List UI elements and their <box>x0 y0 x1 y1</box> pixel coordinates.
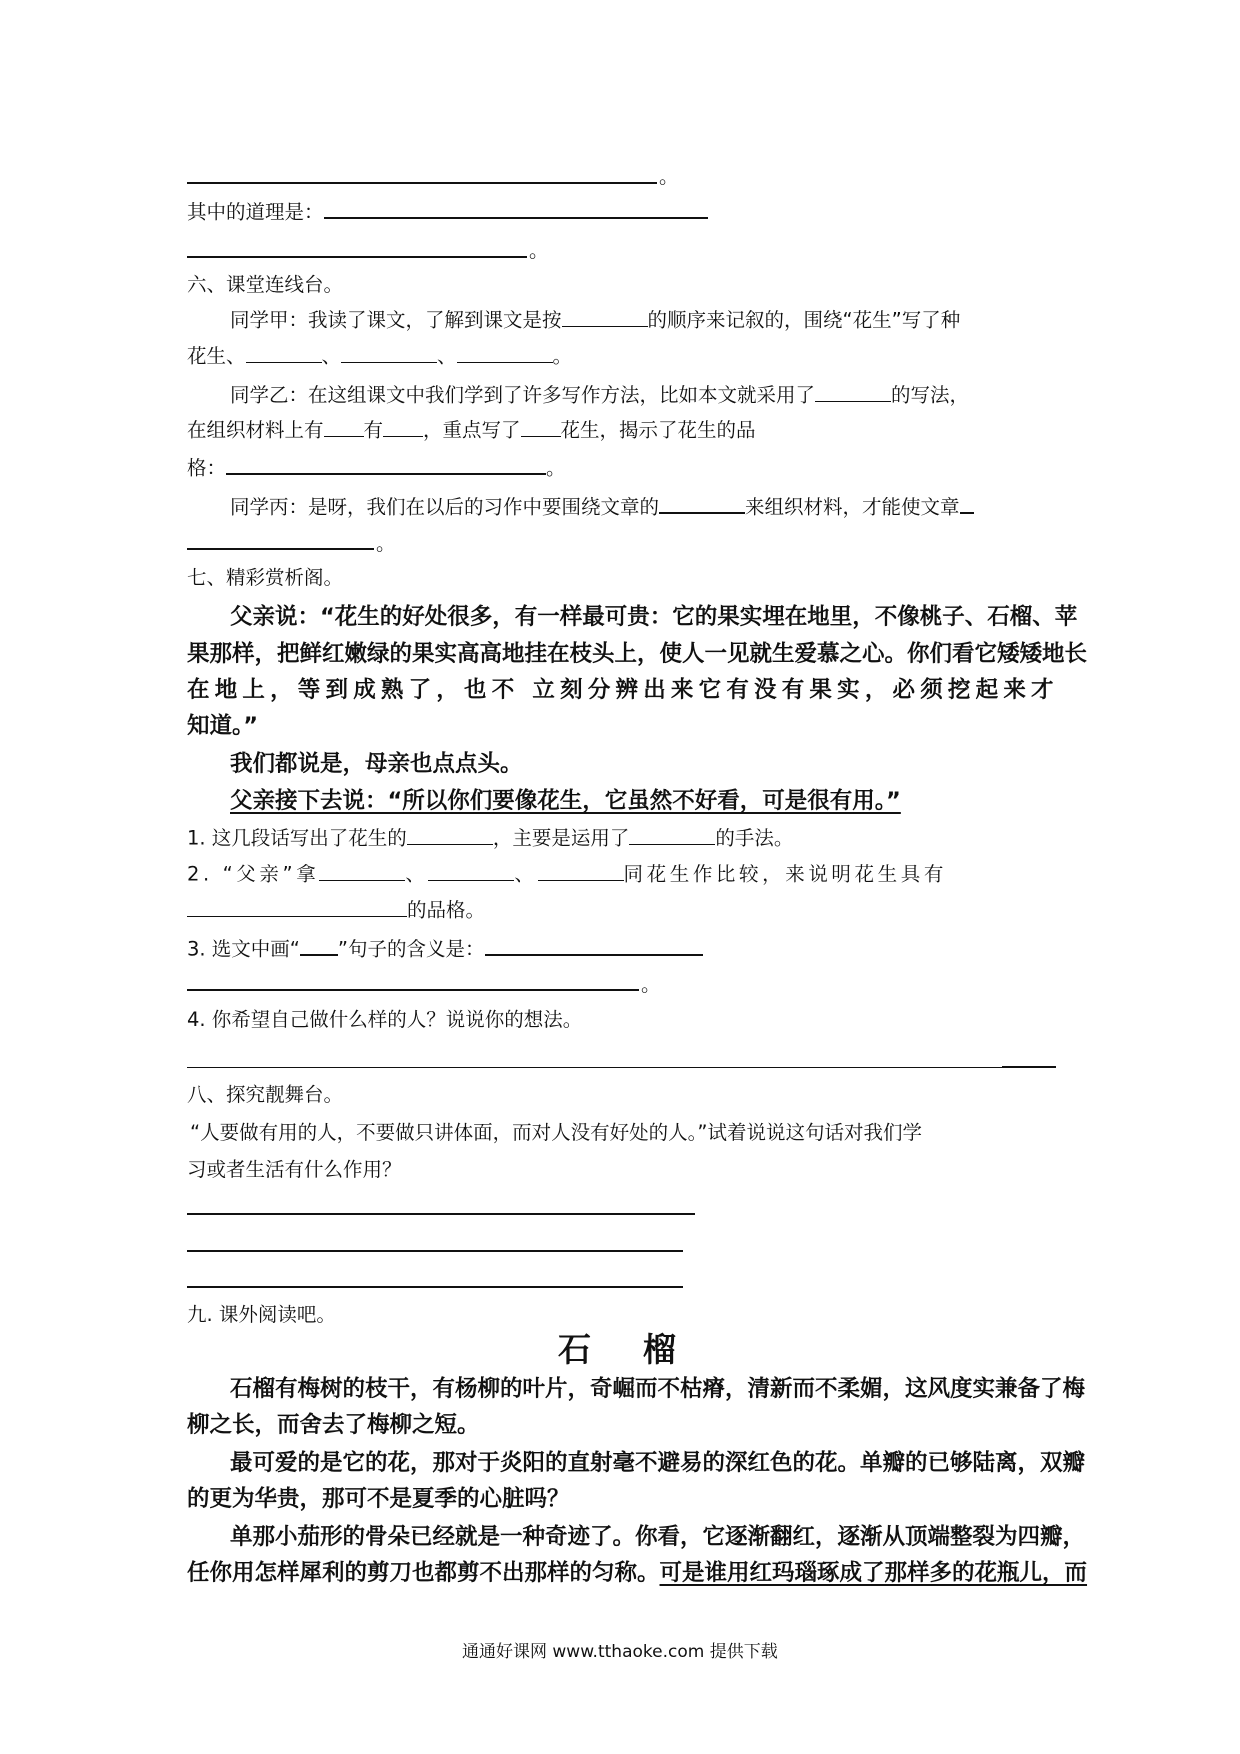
period-mark: 。 <box>529 239 549 262</box>
answer-line <box>187 548 374 550</box>
article-line: 最可爱的是它的花，那对于炎阳的直射毫不避易的深红色的花。单瓣的已够陆离，双瓣 <box>230 1450 1086 1476</box>
answer-blank[interactable] <box>629 825 715 845</box>
answer-blank[interactable] <box>187 897 407 917</box>
answer-blank[interactable] <box>407 825 493 845</box>
question-4: 4. 你希望自己做什么样的人？说说你的想法。 <box>187 1008 583 1031</box>
answer-blank[interactable] <box>521 417 561 437</box>
section8-heading: 八、探究靓舞台。 <box>187 1083 344 1106</box>
section6-heading: 六、课堂连线台。 <box>187 273 344 296</box>
answer-line <box>1002 1066 1056 1068</box>
period-mark: 。 <box>659 165 679 188</box>
answer-blank[interactable] <box>457 343 553 363</box>
answer-line <box>187 1286 683 1288</box>
article-line: 任你用怎样犀利的剪刀也都剪不出那样的匀称。可是谁用红玛瑙琢成了那样多的花瓶儿，而 <box>187 1560 1088 1586</box>
answer-line <box>187 256 527 258</box>
answer-blank[interactable] <box>960 493 974 514</box>
answer-line <box>187 1067 1002 1068</box>
section6-line-c1: 同学丙：是呀，我们在以后的习作中要围绕文章的 来组织材料，才能使文章 <box>230 493 974 519</box>
article-title: 石榴 <box>558 1330 728 1369</box>
question-3: 3. 选文中画“ ”句子的含义是： <box>187 935 703 961</box>
answer-blank[interactable] <box>562 307 648 327</box>
article-line: 石榴有梅树的枝干，有杨柳的叶片，奇崛而不枯瘠，清新而不柔媚，这风度实兼备了梅 <box>230 1376 1086 1402</box>
section6-line-a1: 同学甲：我读了课文，了解到课文是按 的顺序来记叙的，围绕“花生”写了种 <box>230 308 961 332</box>
passage-line: 父亲说：“花生的好处很多，有一样最可贵：它的果实埋在地里，不像桃子、石榴、苹 <box>230 604 1078 630</box>
answer-blank[interactable] <box>815 382 891 402</box>
answer-blank[interactable] <box>319 861 405 881</box>
section8-question: “人要做有用的人，不要做只讲体面，而对人没有好处的人。”试着说说这句话对我们学 <box>190 1121 922 1144</box>
passage-line: 知道。” <box>187 713 259 739</box>
answer-line <box>187 1213 695 1215</box>
underline-sample <box>300 935 338 956</box>
answer-blank[interactable] <box>538 861 624 881</box>
answer-blank[interactable] <box>226 454 546 475</box>
question-2-cont: 的品格。 <box>187 897 485 922</box>
question-2: 2. “父亲”拿 、 、 同花生作比较，来说明花生具有 <box>187 862 947 886</box>
answer-blank[interactable] <box>485 935 703 956</box>
section7-heading: 七、精彩赏析阁。 <box>187 566 344 589</box>
article-line: 的更为华贵，那可不是夏季的心脏吗？ <box>187 1486 570 1512</box>
section6-line-b3: 格： 。 <box>187 454 566 480</box>
answer-line <box>187 1250 683 1252</box>
answer-line <box>187 989 639 991</box>
passage-line: 在地上，等到成熟了，也不 立刻分辨出来它有没有果实，必须挖起来才 <box>187 677 1059 703</box>
section6-line-b2: 在组织材料上有 有 ，重点写了 花生，揭示了花生的品 <box>187 418 756 442</box>
answer-blank[interactable] <box>659 493 745 514</box>
page-footer: 通通好课网 www.tthaoke.com 提供下载 <box>462 1642 778 1662</box>
answer-blank[interactable] <box>341 343 437 363</box>
reason-label: 其中的道理是： <box>187 198 708 224</box>
answer-blank[interactable] <box>324 198 708 219</box>
answer-blank[interactable] <box>246 343 322 363</box>
passage-line: 我们都说是，母亲也点点头。 <box>230 751 523 777</box>
answer-blank[interactable] <box>324 417 364 437</box>
section6-line-a2: 花生、 、 、 。 <box>187 344 573 368</box>
section9-heading: 九. 课外阅读吧。 <box>187 1303 336 1326</box>
answer-blank[interactable] <box>428 861 514 881</box>
section6-line-b1: 同学乙：在这组课文中我们学到了许多写作方法，比如本文就采用了 的写法， <box>230 383 970 407</box>
answer-line <box>187 182 657 184</box>
article-line: 柳之长，而舍去了梅柳之短。 <box>187 1412 480 1438</box>
underlined-sentence: 父亲接下去说：“所以你们要像花生，它虽然不好看，可是很有用。” <box>230 788 901 814</box>
underlined-sentence: 可是谁用红玛瑙琢成了那样多的花瓶儿，而 <box>659 1560 1088 1586</box>
article-line: 单那小茄形的骨朵已经就是一种奇迹了。你看，它逐渐翻红，逐渐从顶端整裂为四瓣， <box>230 1524 1086 1550</box>
answer-blank[interactable] <box>383 417 423 437</box>
question-1: 1. 这几段话写出了花生的 ，主要是运用了 的手法。 <box>187 826 794 850</box>
period-mark: 。 <box>641 973 661 996</box>
section8-question: 习或者生活有什么作用？ <box>187 1158 402 1181</box>
period-mark: 。 <box>376 532 396 555</box>
passage-line: 果那样，把鲜红嫩绿的果实高高地挂在枝头上，使人一见就生爱慕之心。你们看它矮矮地长 <box>187 641 1088 667</box>
